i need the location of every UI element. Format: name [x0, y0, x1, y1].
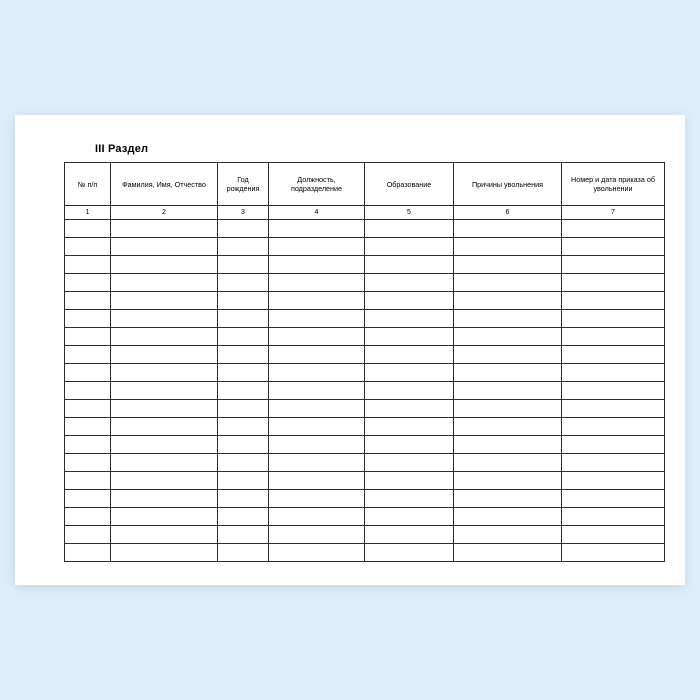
table-cell: [269, 436, 365, 454]
column-header-position: Должность, подразделение: [269, 163, 365, 206]
table-cell: [454, 490, 562, 508]
table-cell: [454, 526, 562, 544]
table-row: [65, 418, 665, 436]
table-cell: [65, 274, 111, 292]
table-row: [65, 508, 665, 526]
table-cell: [65, 400, 111, 418]
table-cell: [365, 400, 454, 418]
table-cell: [365, 364, 454, 382]
table-cell: [269, 220, 365, 238]
document-page: [15, 115, 685, 585]
table-cell: [269, 526, 365, 544]
table-cell: [365, 544, 454, 562]
table-cell: [454, 400, 562, 418]
table-cell: [562, 310, 665, 328]
column-number-6: 6: [454, 206, 562, 220]
table-cell: [365, 508, 454, 526]
table-cell: [562, 400, 665, 418]
column-number-3: 3: [218, 206, 269, 220]
table-cell: [365, 328, 454, 346]
table-cell: [454, 418, 562, 436]
table-cell: [111, 310, 218, 328]
table-cell: [562, 508, 665, 526]
table-row: [65, 436, 665, 454]
table-cell: [562, 418, 665, 436]
column-number-5: 5: [365, 206, 454, 220]
table-cell: [111, 274, 218, 292]
table-header-row: [65, 163, 665, 206]
table-cell: [218, 382, 269, 400]
table-cell: [269, 346, 365, 364]
table-cell: [562, 472, 665, 490]
table-cell: [65, 490, 111, 508]
table-cell: [365, 346, 454, 364]
table-cell: [562, 364, 665, 382]
table-cell: [269, 238, 365, 256]
table-cell: [365, 274, 454, 292]
table-cell: [454, 274, 562, 292]
table-cell: [562, 256, 665, 274]
table-cell: [269, 274, 365, 292]
table-cell: [111, 436, 218, 454]
table-cell: [111, 382, 218, 400]
table-row: [65, 526, 665, 544]
table-cell: [269, 400, 365, 418]
table-cell: [65, 364, 111, 382]
table-cell: [218, 400, 269, 418]
table-row: [65, 274, 665, 292]
table-cell: [218, 310, 269, 328]
table-row: [65, 292, 665, 310]
table-cell: [562, 454, 665, 472]
column-number-7: 7: [562, 206, 665, 220]
table-cell: [65, 544, 111, 562]
table-row: [65, 490, 665, 508]
table-cell: [454, 382, 562, 400]
table-cell: [454, 346, 562, 364]
table-cell: [454, 328, 562, 346]
table-cell: [454, 238, 562, 256]
table-cell: [218, 508, 269, 526]
table-cell: [218, 346, 269, 364]
table-cell: [365, 490, 454, 508]
table-row: [65, 472, 665, 490]
table-cell: [269, 508, 365, 526]
table-cell: [111, 238, 218, 256]
table-cell: [218, 472, 269, 490]
table-cell: [562, 382, 665, 400]
table-cell: [65, 328, 111, 346]
table-cell: [454, 310, 562, 328]
table-cell: [111, 526, 218, 544]
table-cell: [269, 328, 365, 346]
table-cell: [269, 256, 365, 274]
table-cell: [218, 454, 269, 472]
table-cell: [111, 418, 218, 436]
table-cell: [454, 220, 562, 238]
table-cell: [111, 472, 218, 490]
table-cell: [365, 454, 454, 472]
table-cell: [269, 364, 365, 382]
table-header: [65, 163, 665, 206]
table-cell: [65, 256, 111, 274]
page-title: III Раздел: [95, 143, 149, 155]
table-column-number-row: [65, 206, 665, 220]
table-cell: [454, 454, 562, 472]
table-row: [65, 454, 665, 472]
table-cell: [111, 364, 218, 382]
table-cell: [65, 454, 111, 472]
table-cell: [218, 418, 269, 436]
column-header-number: № п/п: [65, 163, 111, 206]
table-cell: [454, 508, 562, 526]
table-row: [65, 544, 665, 562]
table-cell: [454, 364, 562, 382]
register-table: [64, 162, 665, 562]
table-cell: [365, 292, 454, 310]
table-cell: [65, 292, 111, 310]
table-cell: [218, 256, 269, 274]
table-cell: [218, 274, 269, 292]
table-cell: [365, 256, 454, 274]
table-cell: [111, 328, 218, 346]
table-cell: [111, 490, 218, 508]
table-cell: [562, 490, 665, 508]
table-cell: [111, 544, 218, 562]
table-cell: [218, 436, 269, 454]
table-cell: [111, 220, 218, 238]
table-cell: [365, 382, 454, 400]
table-cell: [269, 490, 365, 508]
table-cell: [454, 436, 562, 454]
table-cell: [562, 346, 665, 364]
column-number-1: 1: [65, 206, 111, 220]
table-row: [65, 328, 665, 346]
table-cell: [365, 436, 454, 454]
table-cell: [65, 382, 111, 400]
table-row: [65, 238, 665, 256]
column-header-dismissal-reason: Причины увольнения: [454, 163, 562, 206]
table-cell: [562, 220, 665, 238]
table-cell: [111, 508, 218, 526]
table-cell: [218, 490, 269, 508]
table-cell: [269, 310, 365, 328]
table-cell: [365, 310, 454, 328]
table-cell: [218, 292, 269, 310]
table-cell: [111, 400, 218, 418]
table-cell: [218, 526, 269, 544]
table-row: [65, 400, 665, 418]
table-row: [65, 220, 665, 238]
table-cell: [562, 436, 665, 454]
table-cell: [269, 382, 365, 400]
table-cell: [562, 526, 665, 544]
table-row: [65, 364, 665, 382]
table-cell: [454, 292, 562, 310]
table-cell: [218, 544, 269, 562]
register-table-container: [64, 162, 664, 562]
table-cell: [269, 418, 365, 436]
table-cell: [111, 346, 218, 364]
table-cell: [454, 544, 562, 562]
table-cell: [111, 292, 218, 310]
table-row: [65, 310, 665, 328]
table-cell: [365, 526, 454, 544]
table-cell: [562, 544, 665, 562]
table-cell: [269, 472, 365, 490]
column-header-fullname: Фамилия, Имя, Отчество: [111, 163, 218, 206]
table-cell: [65, 346, 111, 364]
table-cell: [218, 238, 269, 256]
table-cell: [269, 292, 365, 310]
table-cell: [562, 292, 665, 310]
table-row: [65, 256, 665, 274]
table-cell: [111, 454, 218, 472]
table-cell: [65, 418, 111, 436]
table-cell: [269, 544, 365, 562]
table-cell: [454, 472, 562, 490]
table-body: [65, 206, 665, 562]
table-row: [65, 382, 665, 400]
table-cell: [111, 256, 218, 274]
table-cell: [65, 526, 111, 544]
table-cell: [65, 238, 111, 256]
table-cell: [562, 328, 665, 346]
table-cell: [562, 274, 665, 292]
table-cell: [65, 472, 111, 490]
table-cell: [365, 418, 454, 436]
column-header-dismissal-order: Номер и дата приказа об увольнении: [562, 163, 665, 206]
table-cell: [65, 508, 111, 526]
table-row: [65, 346, 665, 364]
table-cell: [65, 220, 111, 238]
table-cell: [65, 436, 111, 454]
column-number-4: 4: [269, 206, 365, 220]
table-cell: [365, 472, 454, 490]
table-cell: [218, 364, 269, 382]
column-header-education: Образование: [365, 163, 454, 206]
column-header-birthyear: Год рождения: [218, 163, 269, 206]
table-cell: [218, 220, 269, 238]
table-cell: [365, 220, 454, 238]
column-number-2: 2: [111, 206, 218, 220]
table-cell: [218, 328, 269, 346]
table-cell: [65, 310, 111, 328]
table-cell: [269, 454, 365, 472]
table-cell: [454, 256, 562, 274]
table-cell: [365, 238, 454, 256]
table-cell: [562, 238, 665, 256]
